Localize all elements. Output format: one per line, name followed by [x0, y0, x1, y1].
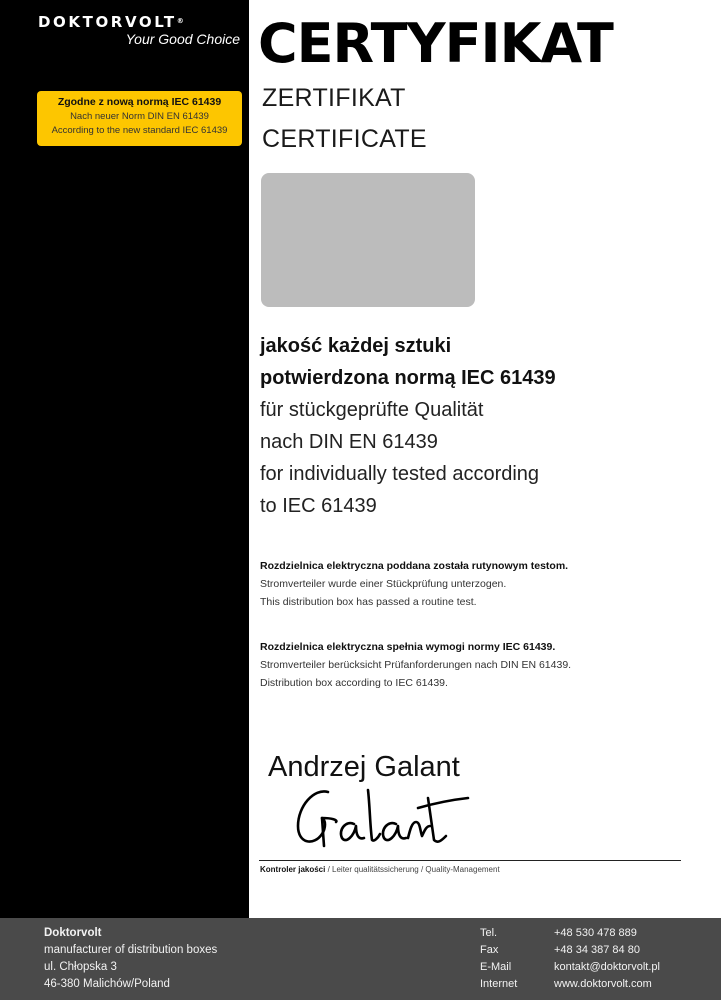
contact-email: [480, 959, 660, 976]
certificate-title-en: CERTIFICATE: [262, 125, 427, 153]
registered-mark: ®: [176, 17, 184, 25]
quality-statement: [260, 330, 700, 522]
side-band: [0, 0, 249, 918]
quality-en-line2: to IEC 61439: [260, 495, 377, 517]
routine-test-note: [260, 557, 700, 611]
certificate-title-de: ZERTIFIKAT: [262, 84, 406, 112]
signature-caption: [260, 864, 500, 876]
note-en: Distribution box according to IEC 61439.: [260, 677, 448, 689]
product-photo-placeholder: [261, 173, 475, 307]
contact-label: E-Mail: [480, 961, 512, 973]
contact-label: Tel.: [480, 927, 498, 939]
norm-badge: [37, 91, 242, 146]
quality-en-line1: for individually tested according: [260, 463, 540, 485]
signature-line: [259, 860, 681, 861]
note-pl: Rozdzielnica elektryczna spełnia wymogi normy IEC 61439.: [260, 641, 556, 653]
note-en: This distribution box has passed a routine test.: [260, 596, 477, 608]
contact-label: Fax: [480, 944, 499, 956]
quality-pl-line1: jakość każdej sztuki: [260, 335, 452, 357]
company-description: manufacturer of distribution boxes: [44, 944, 218, 956]
company-street: ul. Chłopska 3: [44, 961, 117, 973]
company-city: 46-380 Malichów/Poland: [44, 978, 170, 990]
note-de: Stromverteiler berücksicht Prüfanforderungen nach DIN EN 61439.: [260, 659, 572, 671]
signer-name: Andrzej Galant: [268, 751, 460, 783]
company-contacts: [480, 925, 660, 993]
brand-tagline: Your Good Choice: [125, 31, 240, 47]
website-link[interactable]: www.doktorvolt.com: [554, 978, 652, 990]
phone-value[interactable]: +48 530 478 889: [554, 927, 637, 939]
company-name: Doktorvolt: [44, 927, 102, 939]
standard-compliance-note: [260, 638, 700, 692]
contact-phone: [480, 925, 660, 942]
certificate-title: CERTYFIKAT: [258, 12, 613, 75]
norm-badge-de: Nach neuer Norm DIN EN 61439: [70, 111, 209, 122]
quality-de-line1: für stückgeprüfte Qualität: [260, 399, 484, 421]
quality-pl-line2: potwierdzona normą IEC 61439: [260, 367, 556, 389]
signature-role-other: / Leiter qualitätssicherung / Quality-Management: [325, 865, 500, 874]
note-pl: Rozdzielnica elektryczna poddana została rutynowym testom.: [260, 560, 569, 572]
fax-value: +48 34 387 84 80: [554, 944, 640, 956]
brand-name: DOKTORVOLT®: [38, 13, 184, 31]
contact-label: Internet: [480, 978, 518, 990]
quality-de-line2: nach DIN EN 61439: [260, 431, 438, 453]
contact-fax: [480, 942, 660, 959]
handwritten-signature: [292, 782, 472, 854]
footer: [0, 918, 721, 1000]
email-link[interactable]: kontakt@doktorvolt.pl: [554, 961, 660, 973]
norm-badge-pl: Zgodne z nową normą IEC 61439: [57, 96, 222, 108]
company-address: [44, 925, 217, 993]
brand-logo: [38, 13, 242, 47]
signature-role-pl: Kontroler jakości: [260, 865, 326, 874]
note-de: Stromverteiler wurde einer Stückprüfung unterzogen.: [260, 578, 507, 590]
norm-badge-en: According to the new standard IEC 61439: [51, 125, 228, 136]
contact-website: [480, 976, 660, 993]
